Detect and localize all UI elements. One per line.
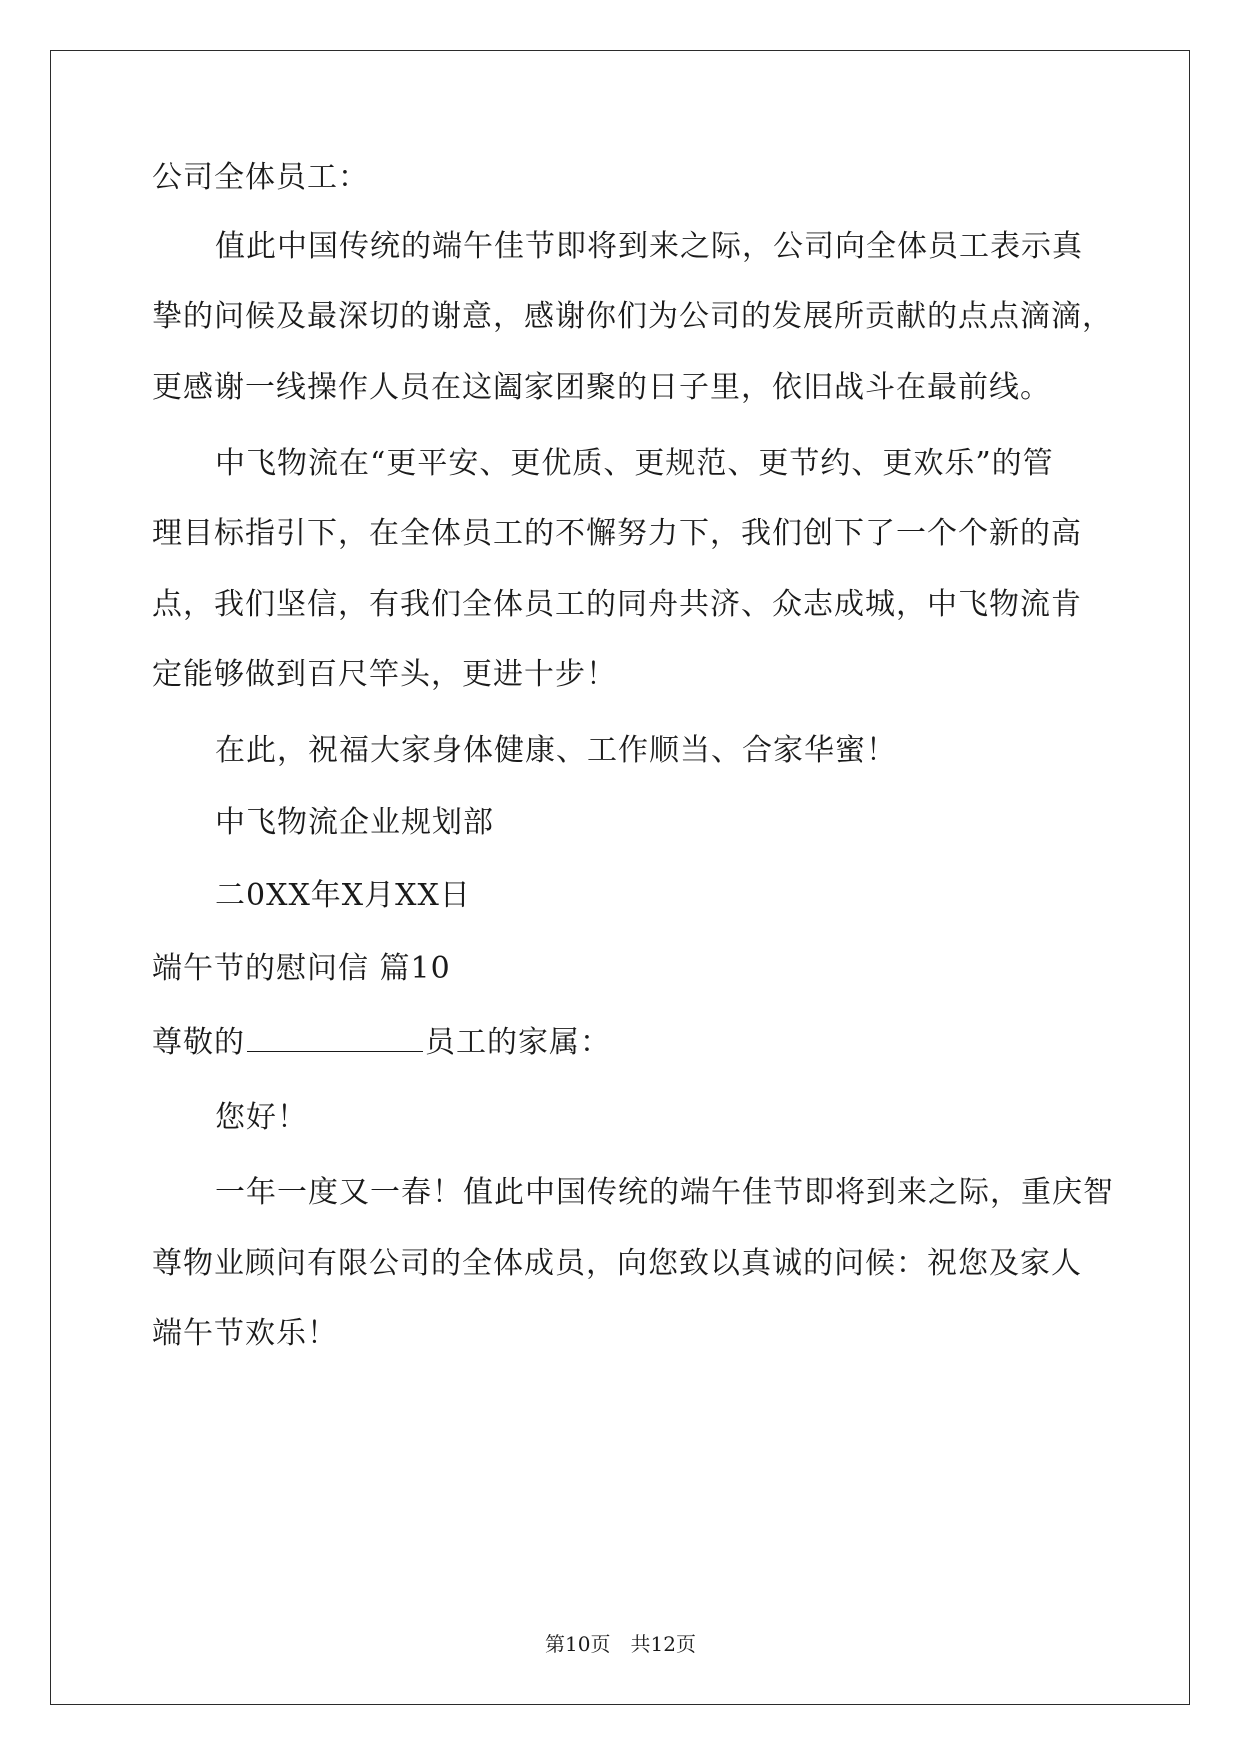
page-number-footer: 第10页 共12页 — [545, 1632, 696, 1656]
signature-date: 二0XX年X月XX日 — [215, 878, 471, 913]
paragraph-line: 更感谢一线操作人员在这阖家团聚的日子里，依旧战斗在最前线。 — [152, 370, 1051, 405]
fill-in-blank — [247, 1023, 423, 1052]
paragraph-line: 一年一度又一春！值此中国传统的端午佳节即将到来之际，重庆智 — [215, 1175, 1114, 1210]
greeting-line: 公司全体员工： — [152, 160, 369, 195]
paragraph-line: 定能够做到百尺竿头，更进十步！ — [152, 657, 617, 692]
salutation-prefix: 尊敬的 — [152, 1025, 245, 1060]
paragraph-line: 理目标指引下，在全体员工的不懈努力下，我们创下了一个个新的高 — [152, 516, 1082, 551]
paragraph-line: 端午节欢乐！ — [152, 1316, 338, 1351]
paragraph-line: 在此，祝福大家身体健康、工作顺当、合家华蜜！ — [215, 733, 897, 768]
salutation-suffix: 员工的家属： — [425, 1025, 611, 1060]
paragraph-line: 中飞物流在“更平安、更优质、更规范、更节约、更欢乐”的管 — [215, 446, 1054, 481]
paragraph-line: 挚的问候及最深切的谢意，感谢你们为公司的发展所贡献的点点滴滴， — [152, 299, 1113, 334]
greeting-line: 您好！ — [215, 1100, 308, 1135]
signature-org: 中飞物流企业规划部 — [215, 805, 494, 840]
paragraph-line: 值此中国传统的端午佳节即将到来之际，公司向全体员工表示真 — [215, 229, 1083, 264]
paragraph-line: 尊物业顾问有限公司的全体成员，向您致以真诚的问候：祝您及家人 — [152, 1246, 1082, 1281]
section-heading: 端午节的慰问信 篇10 — [152, 951, 451, 986]
paragraph-line: 点，我们坚信，有我们全体员工的同舟共济、众志成城，中飞物流肯 — [152, 587, 1082, 622]
salutation-line — [152, 1023, 611, 1063]
